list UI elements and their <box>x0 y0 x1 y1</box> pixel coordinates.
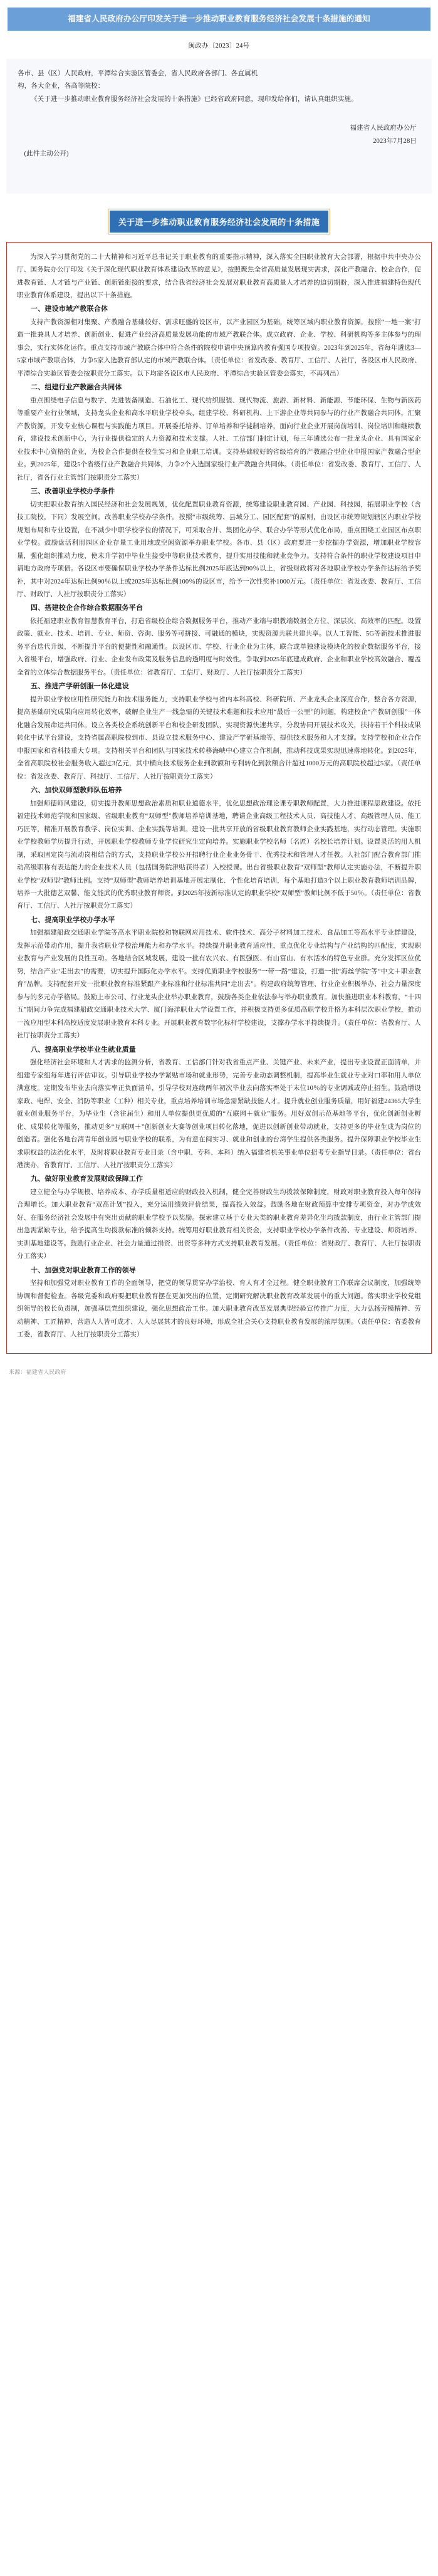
measure-paragraph: 提升职业学校应用性研究能力和技术服务能力，支持职业学校与省内本科高校、科研院所、产业龙头企业深度合作，整合各方资源，提高基础研究成果向应用转化效率，破解企业生产一线急需的关键技术难题和技术应用“最后一公里”的问题，构建校企“产教研创服”一体化融合发展命运共同体。设立各类校企系统创新平台和校企研发团队，实现资源快速共享，分段协同开展技术攻关，扶持若干个科技成果转化中试平台建设，支持省属高职院校到市、县设立技术服务中心、建设产学研基地等，提供技术服务和人才支撑。支持学校和企业合作申报国家和省科技重大专项。支持相关平台和团队与国家技术转移海峡中心建立合作机制，推动科技成果实现迅速落地转化。到2025年，全省高职院校社会服务收入超过3亿元，其中横向技术服务企业到款额和专利转化到款额合计超过1000万元的高职院校超过5家。（责任单位：省发改委、教育厅、科技厅、工信厅、人社厅按职责分工落实） <box>17 696 421 780</box>
measure-heading: 九、做好职业教育发展财政保障工作 <box>31 1175 143 1183</box>
measure-heading: 四、搭建校企合作综合数据服务平台 <box>31 604 143 612</box>
source-label: 来源：福建省人民政府 <box>9 1368 67 1375</box>
public-disclosure-note: (此件主动公开) <box>24 150 69 158</box>
signature-block <box>18 122 420 148</box>
measure-paragraph: 坚持和加强党对职业教育工作的全面领导，把党的领导贯穿办学治校、育人育才全过程。健全职业教育工作联席会议制度，加强统筹协调和督促检查。各级党委和政府要把职业教育摆在更加突出的位置，定期研究解决职业教育改革发展中的重大问题。落实职业学校党组织领导的校长负责制，加强基层党组织建设，强化思想政治工作。加大职业教育改革发展典型经验宣传推广力度，大力弘扬劳模精神、劳动精神、工匠精神，营造人人皆可成才、人人尽展其才的良好环境，形成全社会关心支持职业教育发展的浓厚氛围。（责任单位：省委教育工委，省教育厅、人社厅按职责分工落实） <box>17 1280 421 1339</box>
issuing-authority: 福建省人民政府办公厅 <box>350 125 417 132</box>
issue-date: 2023年7月28日 <box>373 137 417 145</box>
measure-heading: 十、加强党对职业教育工作的领导 <box>31 1266 136 1274</box>
notice-title-banner: 福建省人民政府办公厅印发关于进一步推动职业教育服务经济社会发展十条措施的通知 <box>8 8 430 31</box>
measures-sections <box>17 302 421 1341</box>
addressee-line-2: 构，各大企业，各高等院校： <box>18 83 105 90</box>
measure-heading: 一、建设市域产教联合体 <box>31 305 108 313</box>
measures-preamble: 为深入学习贯彻党的二十大精神和习近平总书记关于职业教育的重要指示精神，深入落实全国职业教育大会部署，根据中共中央办公厅、国务院办公厅印发《关于深化现代职业教育体系建设改革的意见》，按照聚焦全省高质量发展现实需求，深化产教融合、校企合作，促进教育链、人才链与产业链、创新链衔接的要求，结合我省经济社会发展对职业教育高质量人才培养的迫切期盼，深入推进福建特色现代职业教育体系建设，提出以下十条措施。 <box>17 253 421 299</box>
measures-title-banner: 关于进一步推动职业教育服务经济社会发展的十条措施 <box>110 211 329 233</box>
measure-heading: 七、提高职业学校办学水平 <box>31 916 115 924</box>
measure-paragraph: 切实把职业教育纳入国民经济和社会发展规划，优化配置职业教育资源，统筹建设职业教育园、产业园、科技园，拓展职业学校（含技工院校，下同）发展空间，改善职业学校办学条件。按照“市级统筹、县域分工、园区配套”的原则，由设区市统筹规划辖区内职业学校规划布局和专业设置，在不减少中职学校学位的情况下，可采取合并、集团化办学、联合办学等形式优化布局，重点围绕工业园区布点职业学校。鼓励盘活利用园区企业存量工业用地或空闲资源举办职业学校。各市、县（区）政府要进一步挖掘办学资源，增加职业学校容量，强化组织推动力度，使未升学初中毕业生接受中等职业技术教育，提升实用技能和就业竞争力。支持符合条件的职业学校建设项目申请地方政府专项债。各设区市要确保职业学校办学条件达标比例2025年底达到90％以上，省级财政将对各地职业学校办学条件达标给予奖补，其中对2024年达标比例90％以上或2025年达标比例100％的设区市，给予一次性奖补1000万元。（责任单位：省发改委、教育厅、工信厅、财政厅、人社厅按职责分工落实） <box>17 501 421 598</box>
addressee-line-1: 各市、县（区）人民政府，平潭综合实验区管委会，省人民政府各部门、各直属机 <box>18 70 258 77</box>
measure-paragraph: 加强师德师风建设，切实提升教师思想政治素质和职业道德水平，优化思想政治理论课专职教师配置，大力推进课程思政建设。依托福建技术师范学院和国家级、省级职业教育“双师型”教师培养培训基地，聘请企业高级工程技术人员、高技能人才、高级管理人员、能工巧匠等，精准开展教育教学、岗位实训、企业实践等培训。建设一批共享开放的省级职业教育教师企业实践基地，实行动态管理。实施职业学校教师学历提升行动，开展职业学校教师专业学位研究生定向培养。实施职业学校名师（名匠）名校长培养计划。设置灵活的用人机制，采取固定岗与流动岗相结合的方式，支持职业学校公开招聘行业企业业务骨干、优秀技术和管理人才任教。人社部门配合教育部门推动高级职称有表达能力的企业技术人员（包括国务院津贴获得者）入校授课。出台省级职业教育“双师型”教师认定实施办法，不断提升职业学校“双师型”教师比例。支持“双师型”教师培养培训基地开展定制化、个性化培育培训，每个基地打造3个以上职业教育教师培训品牌，培养一大批德艺双馨、能文能武的优秀职业教育师资。到2025年按新标准认定的职业学校“双师型”教师比例不低于50％。（责任单位：省教育厅、工信厅、人社厅按职责分工落实） <box>17 800 421 910</box>
measure-heading: 八、提高职业学校毕业生就业质量 <box>31 1045 136 1054</box>
measure-paragraph: 建立健全与办学规模、培养成本、办学质量相适应的财政投入机制，健全完善财政生均拨款保障制度，财政对职业教育投入每年保持合理增长。加大职业教育“双高计划”投入，充分运用绩效评价结果，提高投入效益。鼓励各地在财政预算中安排专项资金，对办学成效好、在服务经济社会发展中有突出贡献的职业学校予以奖励。探索建立基于专业大类的职业教育差异化生均拨款制度，由行业主管部门提出急需紧缺专业，给予提高生均拨款标准的倾斜支持。统筹用好职业教育相关资金，支持职业学校办学条件改善、专业建设、师资培养、实训基地建设等。鼓励行业企业、社会力量通过捐资、出资等多种方式支持职业教育发展。（责任单位：省财政厅、教育厅、人社厅按职责分工落实） <box>17 1189 421 1260</box>
measure-paragraph: 支持产教资源相对集聚、产教融合基础较好、需求旺盛的设区市，以产业园区为基础，统筹区域内职业教育资源，按照“一地一案”打造一批兼具人才培养、创新创业、促进产业经济高质量发展功能的市域产教联合体。成立政府、企业、学校、科研机构等多主体参与的理事会，实行实体化运作。重点支持市域产教联合体中符合条件的院校申请中央预算内教育强国专项投资。2023年到2025年，省每年遴选3—5家市域产教联合体，力争5家入选教育部认定的市域产教联合体。（责任单位：省发改委、教育厅、工信厅、人社厅，各设区市人民政府、平潭综合实验区管委会按职责分工落实。以下均需各设区市人民政府、平潭综合实验区管委会落实，不再列出） <box>17 318 421 377</box>
measure-paragraph: 重点围绕电子信息与数字、先进装备制造、石油化工、现代纺织服装、现代物流、旅游、新材料、新能源、节能环保、生物与新医药等重要产业行业领域，支持龙头企业和高水平职业学校牵头，组建学校、科研机构、上下游企业等共同参与的行业产教融合共同体，汇聚产教资源，开发专业核心课程与实践能力项目。开展委托培养、订单培养和学徒制培养，面向行业企业开展岗前培训、岗位培训和继续教育，建设技术创新中心，为行业提供稳定的人力资源和技术支撑。人社、工信部门制定计划，每三年遴选公布一批龙头企业、具有国家企业技术中心资格的企业，为校企合作提供在校生实习和企业职工培训。支持基础较好的省级培育的产教融合型企业申报国家产教融合型企业。到2025年，建设5个省级行业产教融合共同体，力争2个入选国家级行业产教融合共同体。（责任单位：省发改委、教育厅、工信厅、人社厅，省各行业主管部门按职责分工落实） <box>17 397 421 481</box>
document-page <box>0 8 438 1397</box>
measure-heading: 五、推进产学研创服一体化建设 <box>31 683 129 691</box>
measures-title-frame <box>108 209 331 234</box>
notice-body-text: 《关于进一步推动职业教育服务经济社会发展的十条措施》已经省政府同意，现印发给你们，请认真组织实施。 <box>31 95 358 103</box>
measure-heading: 三、改善职业学校办学条件 <box>31 488 115 496</box>
measure-paragraph: 强化经济社会环境和人才需求的监测分析，省教育、工信部门针对我省重点产业、关键产业、未来产业，提出专业设置正面清单，并组建专家组每年进行评估审议。引导职业学校办学紧贴市场和就业形势，完善专业动态调整机制，提高毕业生就业专业对口率和用人单位满意度。定期发布毕业去向落实率正负面清单，引导学校对连续两年初次毕业去向落实率处于末位10％的专业调减或停止招生。鼓励增设家政、电焊、安全、消防等职业（工种）相关专业，重点培养培训市场急需紧缺技能人才。提升就业创业服务质量，用好福建24365大学生就业创业服务平台，为毕业生（含往届生）和用人单位提供更优质的“互联网＋就业”服务。用好双创示范基地等平台，优化创新创业孵化、成果转化等服务，推动更多“互联网＋”创新创业大赛等创业项目转化落地，促进以创新创业带动就业，支持更多的毕业生成为岗位的创造者。强化各地台湾青年创业园与职业学校的联系，为有意在闽实习、就业和创业的台湾学生提供各类服务。提升保障职业学校毕业生求职权益的法治化水平，及时将职业教育专业目录（含中职、专科、本科）纳入福建省机关事业单位招考专业指导目录。（责任单位：省台港澳办，省教育厅、工信厅、人社厅按职责分工落实） <box>17 1059 421 1169</box>
measure-heading: 六、加快双师型教师队伍培养 <box>31 787 122 795</box>
measure-paragraph: 加强福建船政交通职业学院等高水平职业院校和物联网应用技术、软件技术、高分子材料加工技术、食品加工等高水平专业群建设，发挥示范带动作用，提升我省职业学校治理能力和办学水平。持续提升职业教育适应性，重点优化专业结构与产业结构的匹配度，实现职业教育与产业发展的良性互动。各地结合区域发展，建设一批有农兴农、有医强医、有山富山、有水活水的特色专业群。充分发挥区位优势，结合产业“走出去”的需要，切实提升国际化办学水平。支持优质职业学校服务“一带一路”建设，打造一批“海丝学院”等“中文＋职业教育”品牌。支持配套开发一批职业教育标准紧跟产业标准和行业标准共同“走出去”。构建政府统筹管理、行业企业积极举办、社会力量深度参与的多元办学格局。鼓励上市公司、行业龙头企业举办职业教育，鼓励各类企业依法参与举办职业教育。加快推进职业本科教育，“十四五”期间力争完成福建船政交通职业技术大学、厦门海洋职业大学设置工作，并积极支持更多优质高职学校升格为本科层次职业学校，推动一流应用型本科高校适度发展职业教育本科专业。开展职业教育数字化标杆学校建设，支撑办学水平持续提升。（责任单位：省教育厅、人社厅按职责分工落实） <box>17 929 421 1040</box>
notice-bottom-spacer <box>6 177 432 194</box>
document-number: 闽政办〔2023〕24号 <box>188 42 250 50</box>
notice-body <box>6 59 432 177</box>
measures-body <box>6 242 432 1354</box>
measures-title-wrap <box>0 209 438 234</box>
measure-paragraph: 依托福建职业教育智慧教育平台，打造省级校企综合数据服务平台，推动产业端与职教端数据全方位、深层次、高效率的匹配。设置政策、就业、技术、培训、专业、师资、咨询、服务等可拼接、可融通的模块，实现资源共联共建共享。以人工智能、5G等新技术推进服务平台迭代升级，不断提升平台的便捷性和融通性。以设区市、学校、行业企业为主体，联合或单独建设模块化的校企数据服务平台，接入省级平台，增强政府、行业、企业发布政策及服务信息的透明度与时效性。争取到2025年底建成政府、企业和职业学校高效融合、覆盖全省的立体综合数据服务平台。（责任单位：省教育厅、工信厅、财政厅、人社厅按职责分工落实） <box>17 618 421 676</box>
measure-heading: 二、组建行业产教融合共同体 <box>31 384 122 392</box>
